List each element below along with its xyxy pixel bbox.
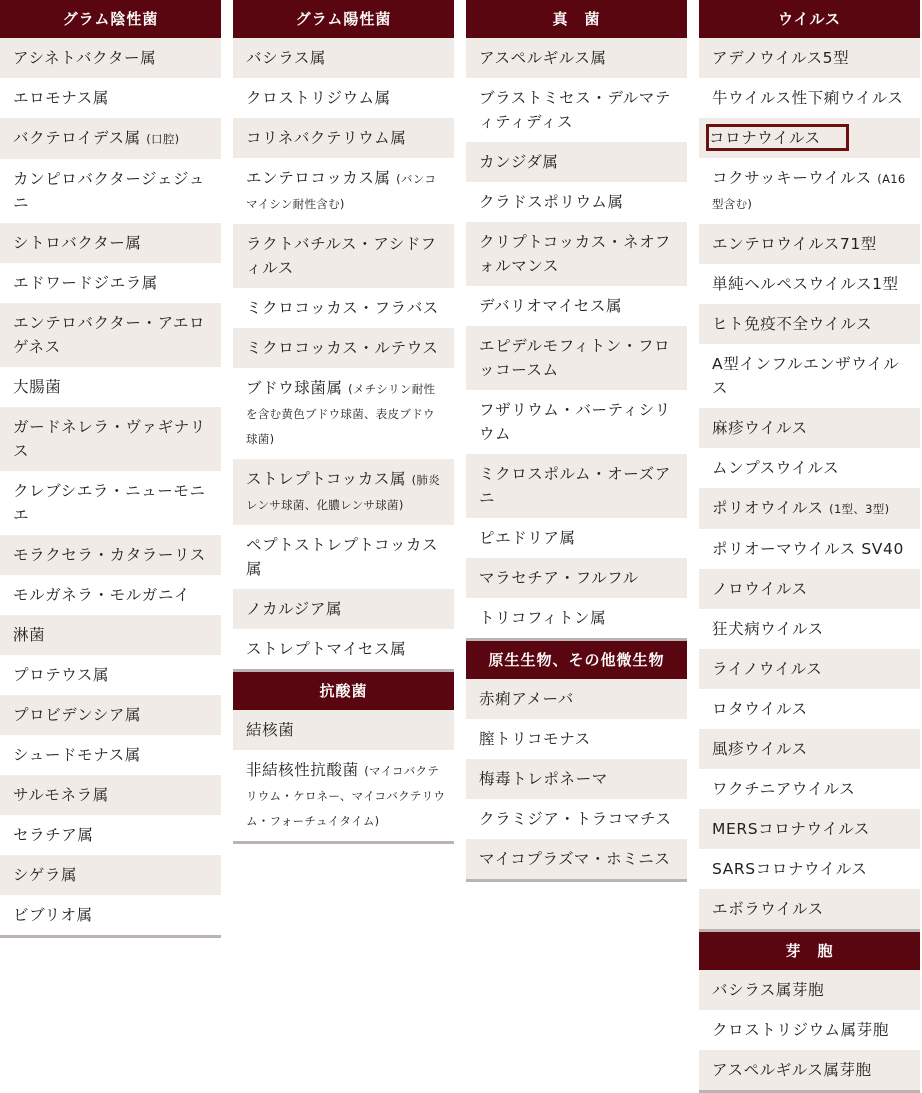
section-header: ウイルス — [699, 0, 920, 38]
item-label: ブドウ球菌属 — [246, 379, 343, 397]
list-item[interactable] — [466, 598, 687, 638]
list-item[interactable] — [0, 78, 221, 118]
list-item[interactable] — [0, 367, 221, 407]
item-label: 非結核性抗酸菌 — [246, 761, 359, 779]
list-item[interactable] — [233, 525, 454, 589]
list-item[interactable] — [0, 38, 221, 78]
list-item[interactable] — [699, 689, 920, 729]
item-label: ガードネレラ・ヴァギナリス — [13, 418, 206, 460]
item-label: アシネトバクター属 — [13, 49, 157, 67]
item-label: セラチア属 — [13, 826, 94, 844]
section-header: 原生生物、その他微生物 — [466, 641, 687, 679]
list-item[interactable] — [699, 649, 920, 689]
item-label: A型インフルエンザウイルス — [712, 355, 900, 397]
list-item[interactable] — [233, 158, 454, 224]
item-label: マラセチア・フルフル — [479, 569, 639, 587]
list-item[interactable] — [466, 38, 687, 78]
item-label: バクテロイデス属 — [13, 129, 141, 147]
list-item[interactable] — [699, 224, 920, 264]
list-item[interactable] — [466, 286, 687, 326]
item-label: 狂犬病ウイルス — [712, 620, 824, 638]
item-label: ポリオーマウイルス SV40 — [712, 540, 904, 558]
list-item[interactable] — [233, 78, 454, 118]
item-label: クラドスポリウム属 — [479, 193, 624, 211]
item-label: ビブリオ属 — [13, 906, 93, 924]
item-label: ノロウイルス — [712, 580, 808, 598]
list-item[interactable] — [466, 518, 687, 558]
list-item[interactable] — [233, 459, 454, 525]
list-item[interactable] — [699, 158, 920, 224]
item-label: 淋菌 — [13, 626, 46, 644]
item-note: (A16型含む) — [712, 172, 906, 211]
section-header: グラム陰性菌 — [0, 0, 221, 38]
list-item[interactable] — [233, 328, 454, 368]
item-label: エロモナス属 — [13, 89, 109, 107]
item-list — [0, 38, 221, 938]
item-label: トリコフィトン属 — [479, 609, 607, 627]
list-item-selected[interactable] — [699, 118, 920, 158]
item-label: ミクロコッカス・フラバス — [246, 299, 439, 317]
list-item[interactable] — [699, 569, 920, 609]
list-item[interactable] — [233, 224, 454, 288]
list-item[interactable] — [699, 488, 920, 529]
item-list — [466, 679, 687, 882]
item-label: 風疹ウイルス — [712, 740, 808, 758]
item-label: クリプトコッカス・ネオフォルマンス — [479, 233, 671, 275]
list-item[interactable] — [699, 849, 920, 889]
list-item[interactable] — [0, 775, 221, 815]
item-label: プロテウス属 — [13, 666, 110, 684]
list-item[interactable] — [699, 729, 920, 769]
list-item[interactable] — [466, 799, 687, 839]
item-label: クロストリジウム属芽胞 — [712, 1021, 889, 1039]
item-label: クレブシエラ・ニューモニエ — [13, 482, 206, 524]
list-item[interactable] — [699, 769, 920, 809]
section — [0, 0, 221, 938]
list-item[interactable] — [466, 390, 687, 454]
list-item[interactable] — [466, 558, 687, 598]
section — [699, 932, 920, 1093]
list-item[interactable] — [699, 448, 920, 488]
item-label: クロストリジウム属 — [246, 89, 391, 107]
section — [233, 0, 454, 672]
list-item[interactable] — [466, 326, 687, 390]
item-label: バシラス属芽胞 — [712, 981, 825, 999]
list-item[interactable] — [233, 710, 454, 750]
list-item[interactable] — [0, 655, 221, 695]
item-list — [699, 38, 920, 932]
section — [466, 0, 687, 641]
list-item[interactable] — [0, 471, 221, 535]
column-4 — [699, 0, 920, 1093]
list-item[interactable] — [466, 182, 687, 222]
item-note: (マイコバクテリウム・ケロネー、マイコバクテリウム・フォーチュイタイム) — [246, 764, 446, 828]
item-label: バシラス属 — [246, 49, 327, 67]
list-item[interactable] — [233, 368, 454, 459]
section-header: 芽 胞 — [699, 932, 920, 970]
list-item[interactable] — [466, 839, 687, 879]
item-label: エボラウイルス — [712, 900, 824, 918]
item-label: プロビデンシア属 — [13, 706, 142, 724]
list-item[interactable] — [233, 589, 454, 629]
item-label: カンピロバクタージェジュニ — [13, 170, 205, 212]
item-label: ヒト免疫不全ウイルス — [712, 315, 873, 333]
item-label: コクサッキーウイルス — [712, 169, 872, 187]
list-item[interactable] — [0, 263, 221, 303]
item-label: ミクロコッカス・ルテウス — [246, 339, 439, 357]
item-note: (肺炎レンサ球菌、化膿レンサ球菌) — [246, 473, 440, 512]
item-label: コロナウイルス — [708, 126, 847, 149]
item-label: 結核菌 — [246, 721, 295, 739]
section-header: 真 菌 — [466, 0, 687, 38]
list-item[interactable] — [233, 629, 454, 669]
list-item[interactable] — [0, 303, 221, 367]
item-label: 大腸菌 — [13, 378, 62, 396]
item-list — [699, 970, 920, 1093]
item-label: アスペルギルス属 — [479, 49, 607, 67]
item-label: フザリウム・バーティシリウム — [479, 401, 671, 443]
list-item[interactable] — [466, 78, 687, 142]
list-item[interactable] — [699, 38, 920, 78]
list-item[interactable] — [699, 408, 920, 448]
list-item[interactable] — [699, 344, 920, 408]
item-label: シュードモナス属 — [13, 746, 141, 764]
item-label: ペプトストレプトコッカス属 — [246, 536, 439, 578]
list-item[interactable] — [0, 615, 221, 655]
list-item[interactable] — [699, 1010, 920, 1050]
list-item[interactable] — [699, 78, 920, 118]
list-item[interactable] — [699, 264, 920, 304]
item-label: アデノウイルス5型 — [712, 49, 850, 67]
item-label: ムンプスウイルス — [712, 459, 840, 477]
item-label: 牛ウイルス性下痢ウイルス — [712, 89, 904, 107]
section — [699, 0, 920, 932]
item-list — [233, 710, 454, 844]
item-label: 膣トリコモナス — [479, 730, 591, 748]
item-label: モラクセラ・カタラーリス — [13, 546, 206, 564]
item-label: サルモネラ属 — [13, 786, 109, 804]
list-item[interactable] — [699, 1050, 920, 1090]
item-label: ブラストミセス・デルマティティディス — [479, 89, 671, 131]
item-label: エドワードジエラ属 — [13, 274, 158, 292]
list-item[interactable] — [466, 719, 687, 759]
item-label: MERSコロナウイルス — [712, 820, 870, 838]
item-label: エンテロウイルス71型 — [712, 235, 877, 253]
list-item[interactable] — [233, 288, 454, 328]
item-label: シトロバクター属 — [13, 234, 142, 252]
item-label: ライノウイルス — [712, 660, 823, 678]
item-label: エンテロコッカス属 — [246, 169, 391, 187]
item-note: (口腔) — [146, 132, 180, 146]
item-label: コリネバクテリウム属 — [246, 129, 407, 147]
section — [466, 641, 687, 882]
item-label: モルガネラ・モルガニイ — [13, 586, 191, 604]
list-item[interactable] — [0, 159, 221, 223]
section — [233, 672, 454, 844]
list-item[interactable] — [466, 759, 687, 799]
list-item[interactable] — [0, 735, 221, 775]
item-note: (バンコマイシン耐性含む) — [246, 172, 437, 211]
list-item[interactable] — [699, 529, 920, 569]
item-label: デバリオマイセス属 — [479, 297, 623, 315]
list-item[interactable] — [0, 695, 221, 735]
item-list — [466, 38, 687, 641]
list-item[interactable] — [699, 809, 920, 849]
item-label: ピエドリア属 — [479, 529, 576, 547]
item-label: シゲラ属 — [13, 866, 78, 884]
list-item[interactable] — [0, 407, 221, 471]
item-label: マイコプラズマ・ホミニス — [479, 850, 671, 868]
list-item[interactable] — [699, 889, 920, 929]
list-item[interactable] — [466, 222, 687, 286]
item-label: ラクトバチルス・アシドフィルス — [246, 235, 437, 277]
item-label: ノカルジア属 — [246, 600, 343, 618]
item-label: 単純ヘルペスウイルス1型 — [712, 275, 899, 293]
item-label: ロタウイルス — [712, 700, 808, 718]
list-item[interactable] — [699, 304, 920, 344]
item-label: エピデルモフィトン・フロッコースム — [479, 337, 671, 379]
item-label: ミクロスポルム・オーズアニ — [479, 465, 671, 507]
item-list — [233, 38, 454, 672]
list-item[interactable] — [0, 855, 221, 895]
item-label: アスペルギルス属芽胞 — [712, 1061, 872, 1079]
item-label: ワクチニアウイルス — [712, 780, 856, 798]
item-label: 赤痢アメーバ — [479, 690, 574, 708]
column-1 — [0, 0, 221, 938]
list-item[interactable] — [466, 454, 687, 518]
list-item[interactable] — [0, 815, 221, 855]
item-label: 麻疹ウイルス — [712, 419, 808, 437]
item-note: (1型、3型) — [829, 502, 890, 516]
section-header: 抗酸菌 — [233, 672, 454, 710]
column-2 — [233, 0, 454, 844]
list-item[interactable] — [0, 223, 221, 263]
column-3 — [466, 0, 687, 882]
section-header: グラム陽性菌 — [233, 0, 454, 38]
list-item[interactable] — [0, 118, 221, 159]
list-item[interactable] — [233, 118, 454, 158]
item-label: クラミジア・トラコマチス — [479, 810, 672, 828]
list-item[interactable] — [0, 895, 221, 935]
list-item[interactable] — [233, 38, 454, 78]
item-label: SARSコロナウイルス — [712, 860, 868, 878]
list-item[interactable] — [233, 750, 454, 841]
item-label: 梅毒トレポネーマ — [479, 770, 608, 788]
item-label: エンテロバクター・アエロゲネス — [13, 314, 206, 356]
list-item[interactable] — [0, 575, 221, 615]
item-label: ストレプトマイセス属 — [246, 640, 407, 658]
item-note: (メチシリン耐性を含む黄色ブドウ球菌、表皮ブドウ球菌) — [246, 382, 436, 446]
list-item[interactable] — [466, 142, 687, 182]
list-item[interactable] — [0, 535, 221, 575]
list-item[interactable] — [466, 679, 687, 719]
item-label: ストレプトコッカス属 — [246, 470, 407, 488]
list-item[interactable] — [699, 970, 920, 1010]
item-label: カンジダ属 — [479, 153, 559, 171]
list-item[interactable] — [699, 609, 920, 649]
item-label: ポリオウイルス — [712, 499, 824, 517]
